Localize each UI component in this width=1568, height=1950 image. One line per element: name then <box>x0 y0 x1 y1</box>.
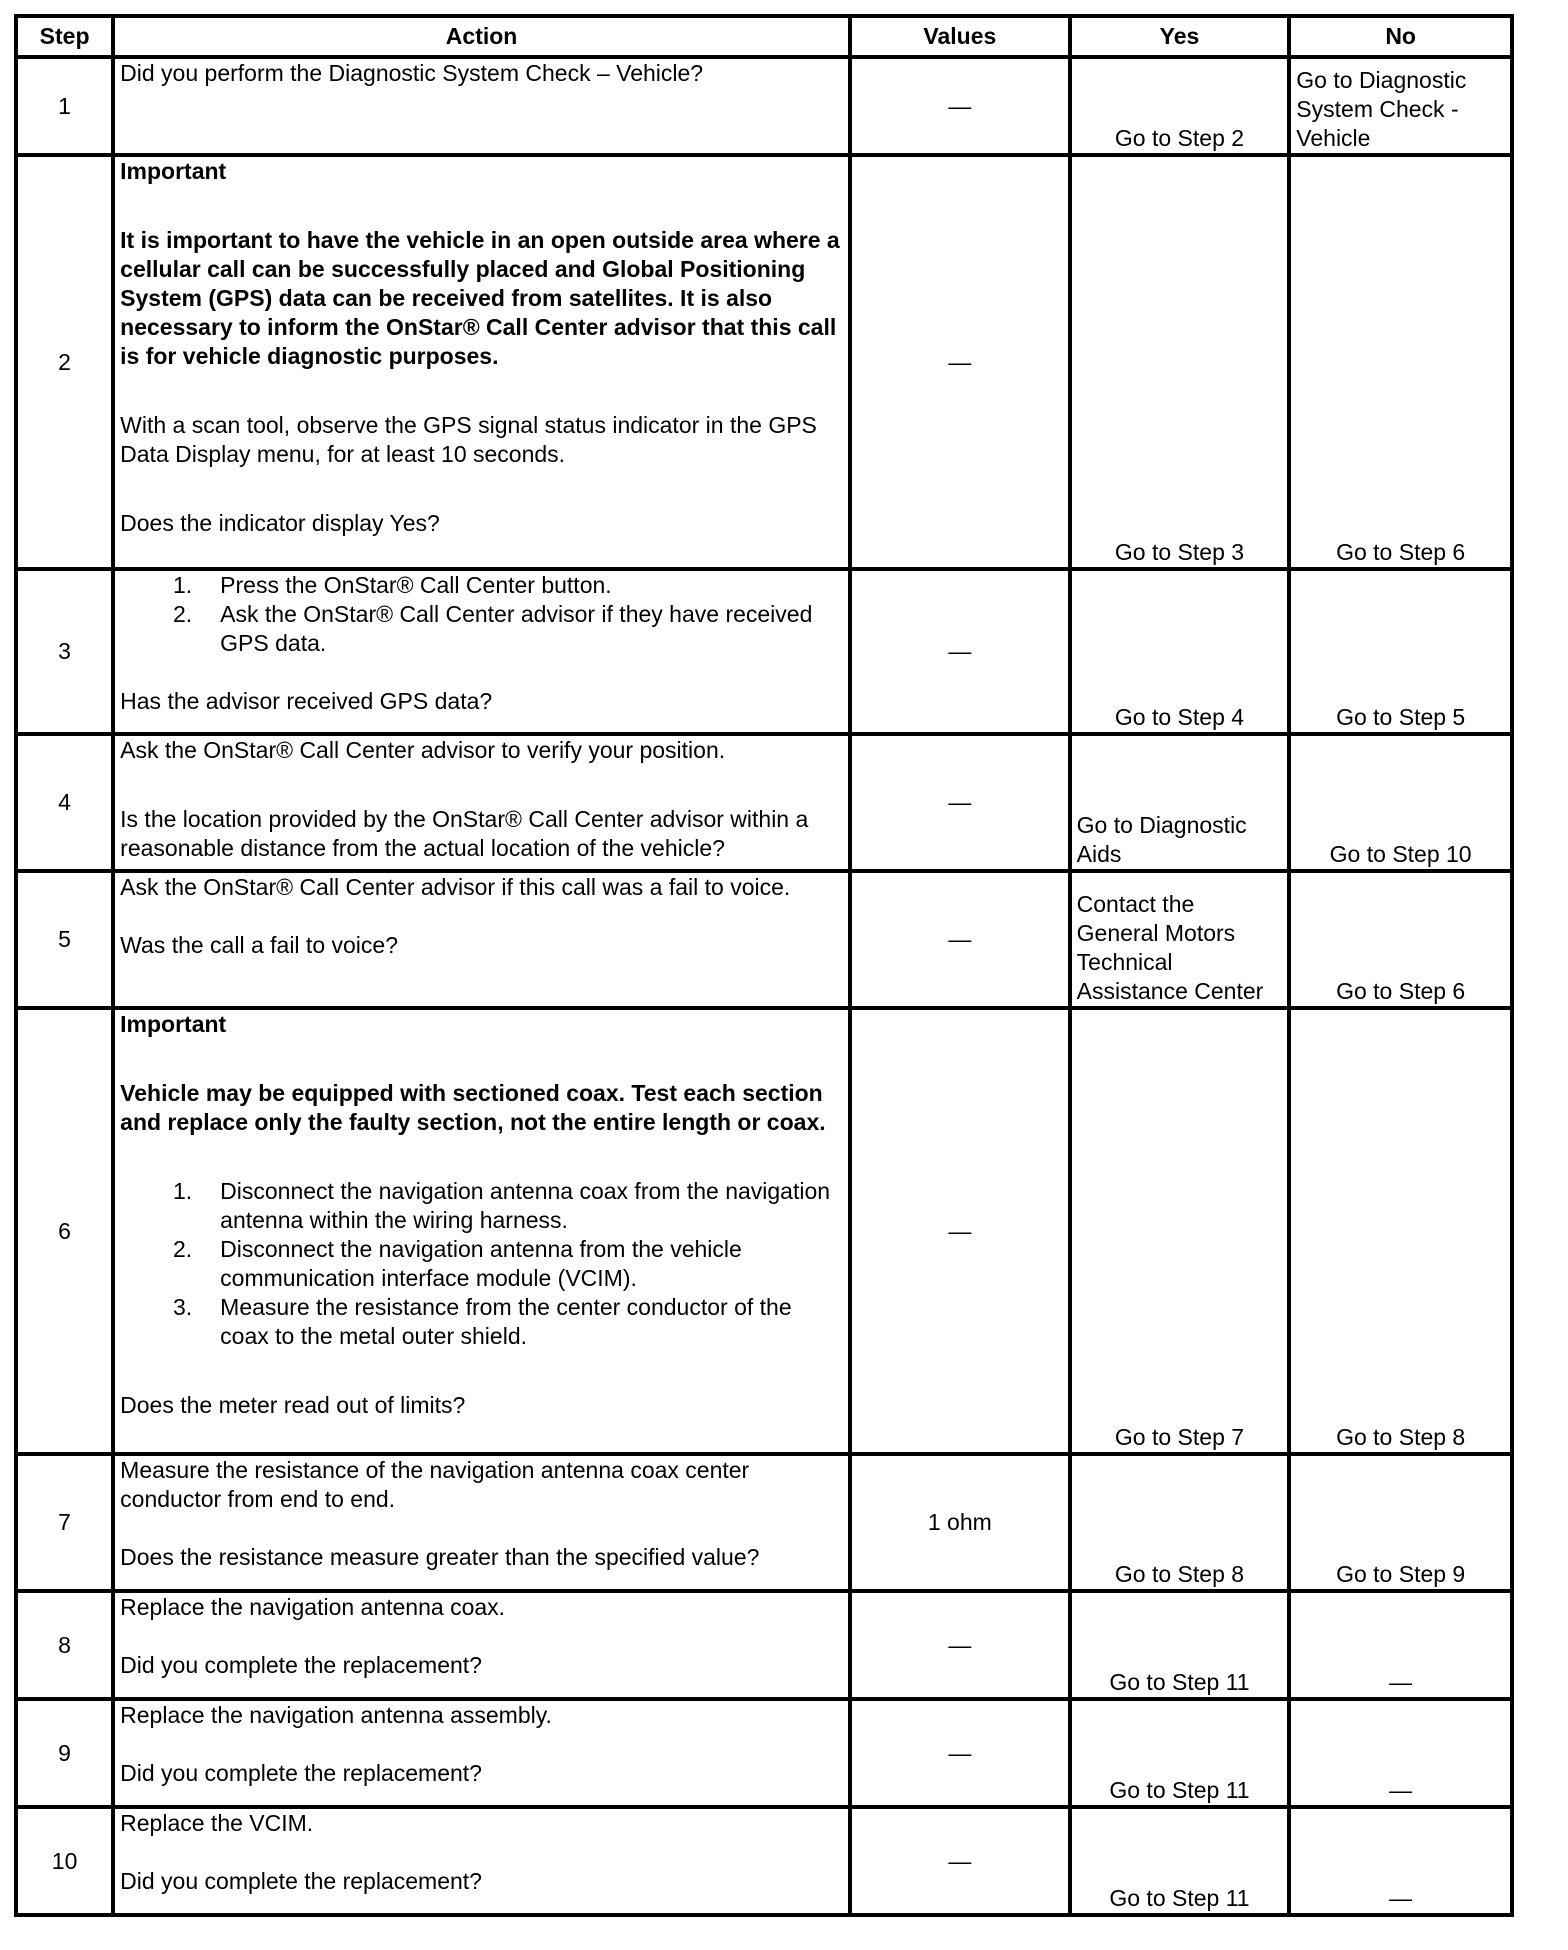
action-question: Has the advisor received GPS data? <box>120 688 493 714</box>
no-cell: Go to Step 9 <box>1289 1454 1512 1591</box>
yes-cell: Go to Step 8 <box>1070 1454 1290 1591</box>
list-item-number: 3. <box>172 1294 193 1320</box>
step-number: 3 <box>16 569 113 734</box>
yes-cell: Go to Diagnostic Aids <box>1070 734 1290 871</box>
no-cell: Go to Step 6 <box>1289 155 1512 569</box>
list-item-text: Ask the OnStar® Call Center advisor if they have received GPS data. <box>220 601 813 656</box>
list-item <box>120 1293 843 1351</box>
diagnostic-table-sheet <box>14 14 1514 1917</box>
action-list <box>120 1177 843 1351</box>
action-instruction: Ask the OnStar® Call Center advisor if this call was a fail to voice. <box>120 874 791 900</box>
step-number: 10 <box>16 1807 113 1915</box>
values-cell: — <box>850 1008 1070 1454</box>
table-row-step-2 <box>16 155 1512 569</box>
important-label: Important <box>120 158 227 184</box>
table-row-step-5 <box>16 871 1512 1008</box>
table-row-step-8 <box>16 1591 1512 1699</box>
action-question: Is the location provided by the OnStar® Call Center advisor within a reasonable distance from the actual location of the vehicle? <box>120 806 809 861</box>
action-instruction: Ask the OnStar® Call Center advisor to verify your position. <box>120 737 726 763</box>
action-cell <box>113 1699 850 1807</box>
action-cell <box>113 1807 850 1915</box>
action-question: Does the resistance measure greater than the specified value? <box>120 1544 760 1570</box>
action-question: Did you perform the Diagnostic System Check – Vehicle? <box>120 60 704 86</box>
yes-cell: Contact the General Motors Technical Assistance Center <box>1070 871 1290 1008</box>
list-item <box>120 1177 843 1235</box>
list-item-number: 2. <box>172 601 193 627</box>
step-number: 7 <box>16 1454 113 1591</box>
no-cell: Go to Step 6 <box>1289 871 1512 1008</box>
table-row-step-6 <box>16 1008 1512 1454</box>
step-number: 5 <box>16 871 113 1008</box>
step-number: 4 <box>16 734 113 871</box>
header-yes: Yes <box>1070 16 1290 57</box>
yes-cell: Go to Step 3 <box>1070 155 1290 569</box>
table-row-step-7 <box>16 1454 1512 1591</box>
yes-cell: Go to Step 7 <box>1070 1008 1290 1454</box>
table-row-step-4 <box>16 734 1512 871</box>
values-cell: — <box>850 1699 1070 1807</box>
no-cell: — <box>1289 1591 1512 1699</box>
values-cell: — <box>850 57 1070 155</box>
yes-cell: Go to Step 11 <box>1070 1699 1290 1807</box>
header-no: No <box>1289 16 1512 57</box>
action-cell <box>113 1454 850 1591</box>
header-values: Values <box>850 16 1070 57</box>
list-item <box>120 571 843 600</box>
no-cell: Go to Step 10 <box>1289 734 1512 871</box>
action-list <box>120 571 843 658</box>
list-item-text: Disconnect the navigation antenna coax from the navigation antenna within the wiring harness. <box>220 1178 831 1233</box>
table-row-step-10 <box>16 1807 1512 1915</box>
yes-cell: Go to Step 11 <box>1070 1591 1290 1699</box>
table-row-step-1 <box>16 57 1512 155</box>
important-text: Vehicle may be equipped with sectioned coax. Test each section and replace only the faulty section, not the entire length or coax. <box>120 1080 826 1135</box>
step-number: 8 <box>16 1591 113 1699</box>
list-item-number: 1. <box>172 572 193 598</box>
step-number: 1 <box>16 57 113 155</box>
header-step: Step <box>16 16 113 57</box>
important-text: It is important to have the vehicle in an open outside area where a cellular call can be successfully placed and Global Positioning System (GPS) data can be received from satellites. It is also necessary to inform the OnStar® Call Center advisor that this call is for vehicle diagnostic purposes. <box>120 227 840 369</box>
action-instruction: With a scan tool, observe the GPS signal status indicator in the GPS Data Display menu, for at least 10 seconds. <box>120 412 817 467</box>
list-item-text: Press the OnStar® Call Center button. <box>220 572 612 598</box>
action-cell <box>113 57 850 155</box>
step-number: 6 <box>16 1008 113 1454</box>
values-cell: — <box>850 871 1070 1008</box>
table-row-step-3 <box>16 569 1512 734</box>
values-cell: — <box>850 569 1070 734</box>
values-cell: 1 ohm <box>850 1454 1070 1591</box>
action-question: Does the meter read out of limits? <box>120 1392 466 1418</box>
step-number: 9 <box>16 1699 113 1807</box>
action-cell <box>113 1008 850 1454</box>
list-item-text: Measure the resistance from the center conductor of the coax to the metal outer shield. <box>220 1294 792 1349</box>
no-cell: Go to Step 8 <box>1289 1008 1512 1454</box>
header-action: Action <box>113 16 850 57</box>
yes-cell: Go to Step 11 <box>1070 1807 1290 1915</box>
values-cell: — <box>850 1807 1070 1915</box>
important-label: Important <box>120 1011 227 1037</box>
action-question: Did you complete the replacement? <box>120 1868 482 1894</box>
list-item-number: 2. <box>172 1236 193 1262</box>
action-cell <box>113 155 850 569</box>
values-cell: — <box>850 1591 1070 1699</box>
action-cell <box>113 871 850 1008</box>
no-cell: — <box>1289 1807 1512 1915</box>
yes-cell: Go to Step 2 <box>1070 57 1290 155</box>
list-item <box>120 1235 843 1293</box>
step-number: 2 <box>16 155 113 569</box>
no-cell: Go to Step 5 <box>1289 569 1512 734</box>
action-instruction: Replace the navigation antenna coax. <box>120 1594 506 1620</box>
yes-cell: Go to Step 4 <box>1070 569 1290 734</box>
action-cell <box>113 734 850 871</box>
no-cell: — <box>1289 1699 1512 1807</box>
action-instruction: Measure the resistance of the navigation antenna coax center conductor from end to end. <box>120 1457 750 1512</box>
table-row-step-9 <box>16 1699 1512 1807</box>
action-instruction: Replace the VCIM. <box>120 1810 314 1836</box>
action-cell <box>113 1591 850 1699</box>
action-question: Did you complete the replacement? <box>120 1760 482 1786</box>
action-question: Was the call a fail to voice? <box>120 932 398 958</box>
list-item-number: 1. <box>172 1178 193 1204</box>
action-question: Did you complete the replacement? <box>120 1652 482 1678</box>
no-cell: Go to Diagnostic System Check - Vehicle <box>1289 57 1512 155</box>
header-row <box>16 16 1512 57</box>
action-instruction: Replace the navigation antenna assembly. <box>120 1702 552 1728</box>
values-cell: — <box>850 155 1070 569</box>
action-question: Does the indicator display Yes? <box>120 510 440 536</box>
action-cell <box>113 569 850 734</box>
values-cell: — <box>850 734 1070 871</box>
diagnostic-table <box>14 14 1514 1917</box>
list-item-text: Disconnect the navigation antenna from the vehicle communication interface module (VCIM). <box>220 1236 742 1291</box>
list-item <box>120 600 843 658</box>
